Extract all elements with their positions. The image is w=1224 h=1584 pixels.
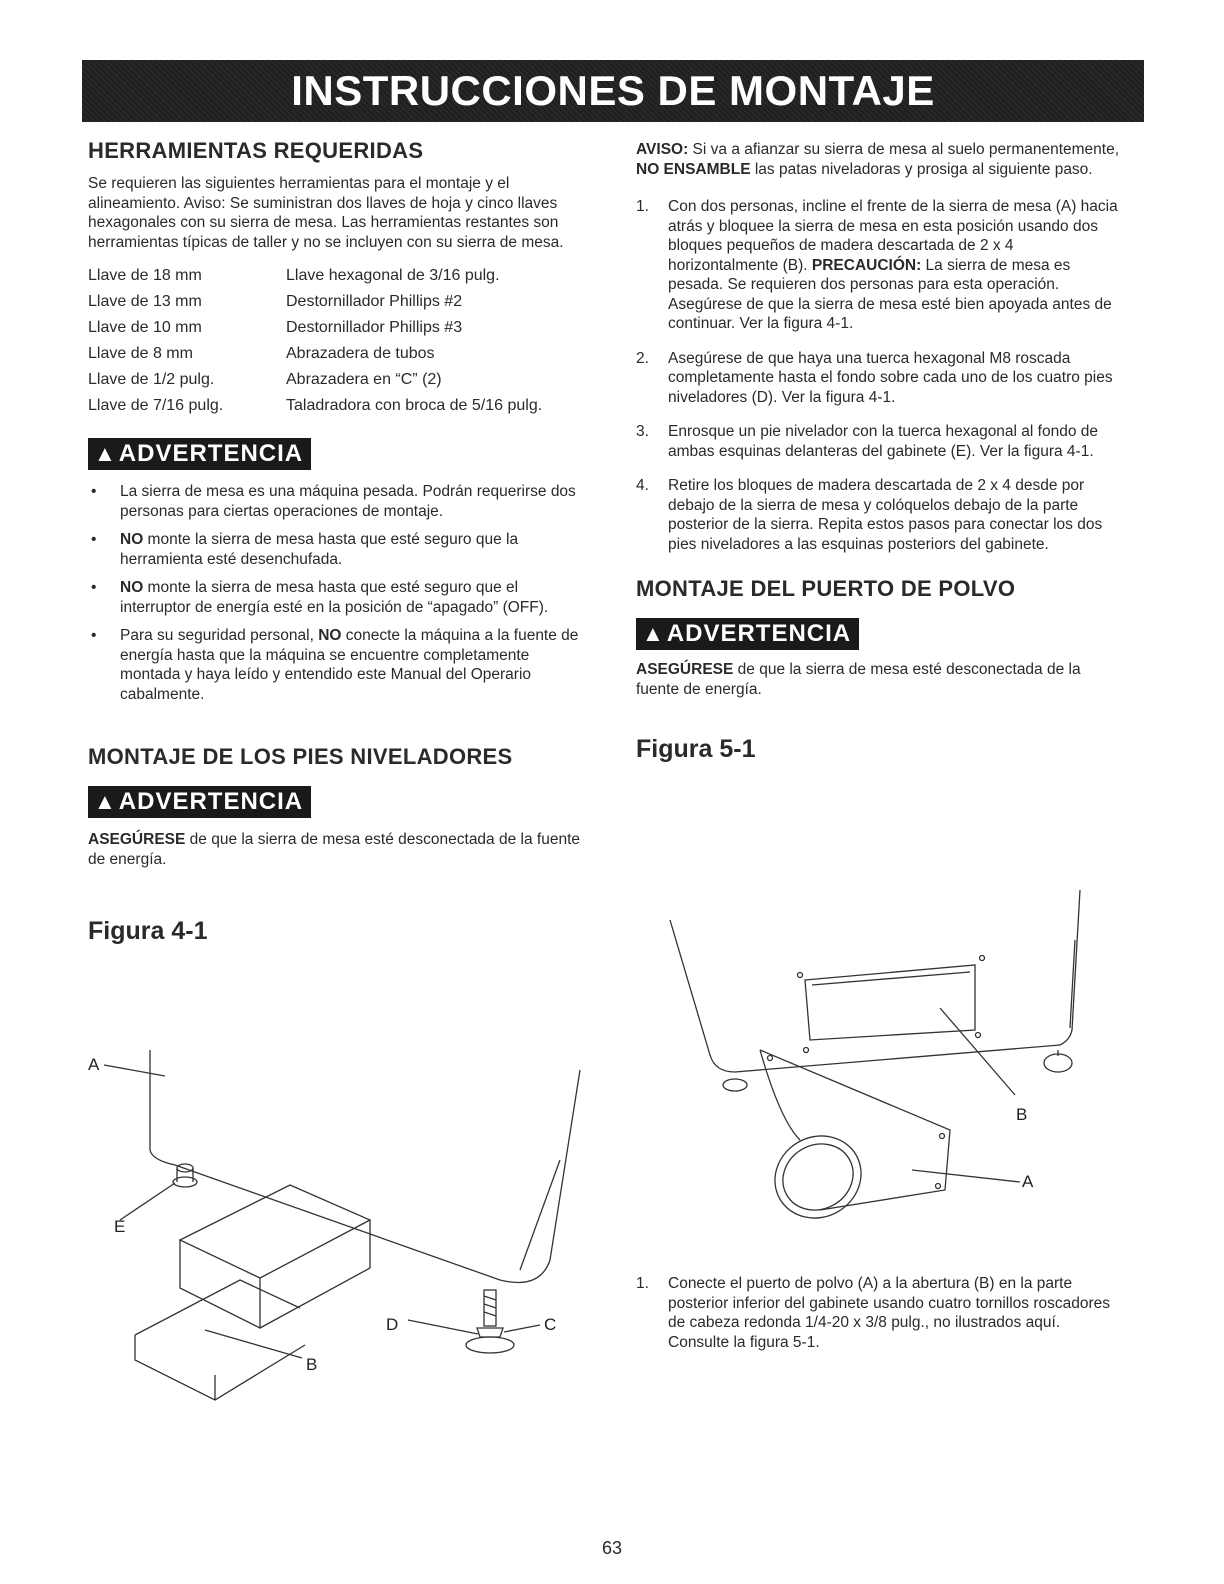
dust-step: [636, 1274, 1122, 1367]
warning-text: conecte la máquina a la fuente de energía hasta que la máquina se encuentre completamente montada y haya leído y entendido este Manual del Operario cabalmente.: [120, 627, 579, 703]
leveling-heading: MONTAJE DE LOS PIES NIVELADORES: [88, 744, 513, 769]
warning-triangle-icon: ▲: [642, 621, 665, 646]
tool-item: Llave de 1/2 pulg.: [88, 371, 215, 388]
dust-steps: [636, 1274, 1122, 1352]
step-number: 4.: [636, 477, 649, 494]
tool-item: Destornillador Phillips #3: [286, 319, 463, 336]
right-column: [636, 140, 1122, 764]
warning-text: La sierra de mesa es una máquina pesada. Podrán requerirse dos personas para ciertas operaciones de montaje.: [120, 483, 576, 520]
label-a: A: [1022, 1172, 1034, 1191]
aviso-text-2: las patas niveladoras y prosiga al siguiente paso.: [750, 160, 1093, 178]
tool-item: Llave de 7/16 pulg.: [88, 397, 224, 414]
dust-warning-bold: ASEGÚRESE: [636, 661, 734, 678]
step-bold: PRECAUCIÓN:: [811, 256, 922, 274]
list-item: [636, 422, 1122, 461]
list-item: [636, 349, 1122, 408]
tool-item: Abrazadera en “C” (2): [286, 371, 442, 388]
warning-box: [88, 786, 588, 818]
warning-label: ADVERTENCIA: [118, 440, 304, 467]
warning-bold: NO: [120, 579, 144, 596]
bullet-icon: •: [91, 531, 97, 548]
tools-intro: Se requieren las siguientes herramientas para el montaje y el alineamiento. Aviso: Se suministran dos llaves de hoja y cinco llaves hexagonales con su sierra de mesa. Las herramientas restantes son herramientas típicas de taller y no se incluyen con su sierra de mesa.: [88, 175, 564, 251]
leveling-warning-text: de que la sierra de mesa esté desconectada de la fuente de energía.: [88, 831, 580, 868]
figure-5-1-title: Figura 5-1: [636, 735, 756, 763]
warning-label: ADVERTENCIA: [666, 620, 852, 647]
step-text: Asegúrese de que haya una tuerca hexagonal M8 roscada completamente hasta el fondo sobre cada uno de los cuatro pies niveladores (D). Ver la figura 4-1.: [668, 349, 1113, 406]
tool-item: Llave de 10 mm: [88, 319, 202, 336]
leveling-warning: [88, 830, 588, 869]
dust-warning: [636, 660, 1122, 699]
list-item: [636, 1274, 1122, 1352]
figure-4-1-illustration: [80, 1040, 590, 1410]
label-e: E: [114, 1217, 126, 1236]
page-title: INSTRUCCIONES DE MONTAJE: [291, 67, 935, 114]
step-text: Enrosque un pie nivelador con la tuerca hexagonal al fondo de ambas esquinas delanteras del gabinete (E). Ver la figura 4-1.: [668, 423, 1099, 460]
label-b: B: [1016, 1105, 1028, 1124]
aviso-text: Si va a afianzar su sierra de mesa al suelo permanentemente,: [688, 141, 1120, 158]
step-text: Conecte el puerto de polvo (A) a la abertura (B) en la parte posterior inferior del gabinete usando cuatro tornillos roscadores de cabeza redonda 1/4-20 x 3/8 pulg., no ilustrados aquí. Consulte la figura 5-1.: [668, 1275, 1110, 1351]
warning-badge: [88, 786, 311, 818]
tool-item: Destornillador Phillips #2: [286, 293, 463, 310]
label-c: C: [544, 1315, 557, 1334]
bullet-icon: •: [91, 483, 97, 500]
tool-item: Taladradora con broca de 5/16 pulg.: [286, 397, 543, 414]
label-a: A: [88, 1055, 100, 1074]
leveling-warning-bold: ASEGÚRESE: [88, 831, 186, 848]
tool-item: Abrazadera de tubos: [286, 345, 435, 362]
step-text: Con dos personas, incline el frente de la sierra de mesa (A) hacia atrás y bloquee la sierra de mesa en esta posición usando dos bloques pequeños de madera descartada de 2 x 4 horizontalmente (B).: [668, 198, 1118, 274]
step-number: 3.: [636, 423, 649, 440]
warning-triangle-icon: ▲: [94, 441, 117, 466]
warning-text: monte la sierra de mesa hasta que esté seguro que el interruptor de energía esté en la posición de “apagado” (OFF).: [120, 579, 549, 616]
list-item: [88, 530, 588, 569]
leveling-steps: [636, 197, 1122, 554]
tools-list: [88, 266, 588, 416]
tool-item: Llave de 13 mm: [88, 293, 202, 310]
label-b: B: [306, 1355, 318, 1374]
list-item: [636, 476, 1122, 554]
warning-box: [636, 618, 1122, 650]
warning-bold: NO: [318, 627, 342, 644]
list-item: [88, 626, 588, 704]
warning-list: [88, 482, 588, 704]
warning-box: [88, 438, 588, 470]
aviso-note: [636, 140, 1122, 179]
figure-4-1-title: Figura 4-1: [88, 917, 208, 945]
warning-pre: Para su seguridad personal,: [120, 627, 319, 644]
step-number: 1.: [636, 198, 649, 215]
tool-item: Llave de 18 mm: [88, 267, 202, 284]
warning-badge: [636, 618, 859, 650]
aviso-bold: AVISO:: [636, 141, 689, 158]
bullet-icon: •: [91, 579, 97, 596]
step-number: 2.: [636, 349, 649, 367]
left-column: [88, 138, 588, 946]
tool-item: Llave de 8 mm: [88, 345, 193, 362]
warning-badge: [88, 438, 311, 470]
list-item: [636, 197, 1122, 334]
list-item: [88, 482, 588, 521]
figure-5-1-illustration: [660, 880, 1110, 1230]
warning-label: ADVERTENCIA: [118, 788, 304, 815]
aviso-bold-2: NO ENSAMBLE: [636, 160, 751, 178]
page-banner: [82, 60, 1144, 122]
list-item: [88, 578, 588, 617]
dust-port-heading: MONTAJE DEL PUERTO DE POLVO: [636, 576, 1016, 601]
warning-bold: NO: [120, 531, 144, 548]
step-number: 1.: [636, 1275, 649, 1292]
tool-item: Llave hexagonal de 3/16 pulg.: [286, 267, 500, 284]
step-text: Retire los bloques de madera descartada de 2 x 4 desde por debajo de la sierra de mesa y colóquelos debajo de la parte posterior de la sierra. Repita estos pasos para conectar los dos pies niveladores a las esquinas posteriors del gabinete.: [668, 477, 1103, 553]
warning-text: monte la sierra de mesa hasta que esté seguro que la herramienta esté desenchufada.: [120, 531, 519, 568]
step-text-2: La sierra de mesa es pesada. Se requieren dos personas para esta operación. Asegúrese de que la sierra de mesa esté bien apoyada antes de continuar. Ver la figura 4-1.: [668, 256, 1112, 332]
bullet-icon: •: [91, 627, 97, 644]
tools-heading: HERRAMIENTAS REQUERIDAS: [88, 138, 424, 163]
warning-triangle-icon: ▲: [94, 789, 117, 814]
label-d: D: [386, 1315, 399, 1334]
page-number: 63: [601, 1538, 623, 1558]
dust-warning-text: de que la sierra de mesa esté desconectada de la fuente de energía.: [636, 661, 1081, 698]
